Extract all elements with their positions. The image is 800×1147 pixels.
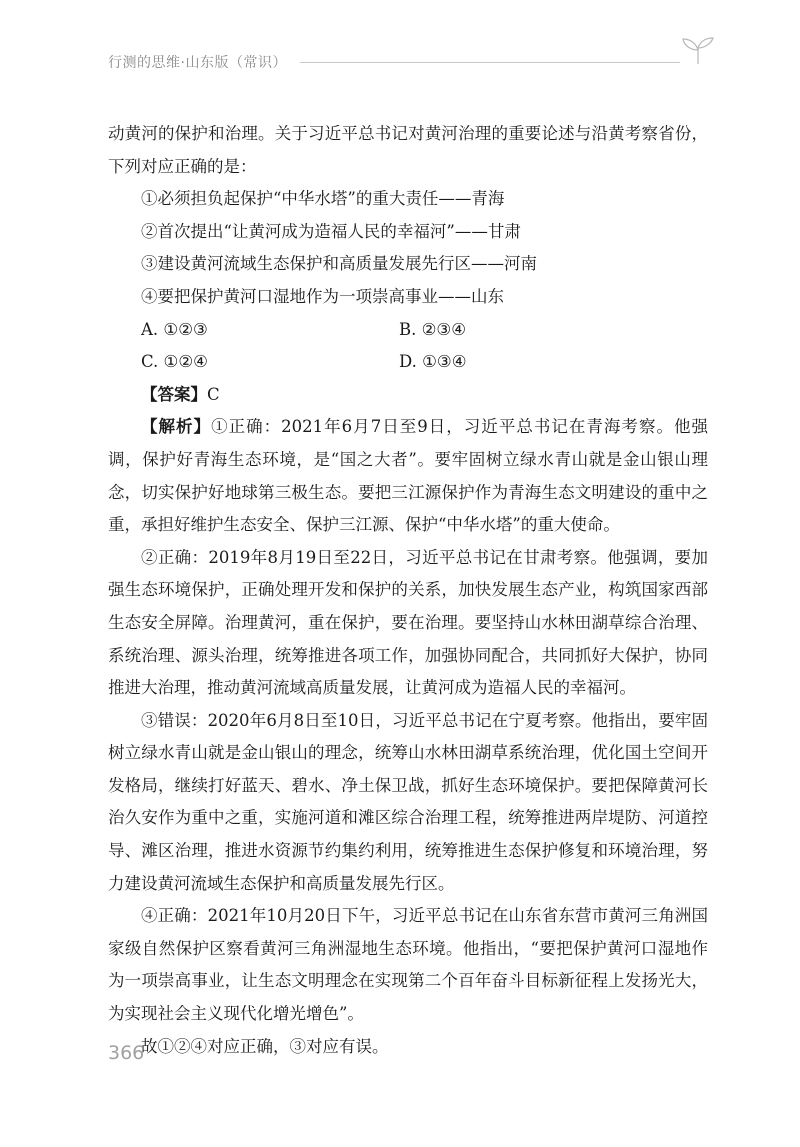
question-stem: 动黄河的保护和治理。关于习近平总书记对黄河治理的重要论述与沿黄考察省份，下列对应正确的是： [108, 124, 708, 176]
choice-a: A. ①②③ [141, 319, 208, 339]
page-number: 366 [108, 1042, 145, 1064]
choice-c: C. ①②④ [141, 352, 208, 372]
analysis-label: 【解析】 [141, 417, 212, 437]
running-header: 行测的思维·山东版（常识） [108, 55, 287, 71]
analysis-conclusion: 故①②④对应正确，③对应有误。 [141, 1036, 389, 1056]
answer-label: 【答案】 [141, 384, 207, 404]
analysis-paragraph-3: ③错误：2020年6月8日至10日，习近平总书记在宁夏考察。他指出，要牢固树立绿水青山就是金山银山的理念，统筹山水林田湖草系统治理，优化国土空间开发格局，继续打好蓝天、碧水、净土保卫战，抓好生态环境保护。要把保障黄河长治久安作为重中之重，实施河道和滩区综合治理工程，统筹推进两岸堤防、河道控导、滩区治理，推进水资源节约集约利用，统筹推进生态保护修复和环境治理，努力建设黄河流域生态保护和高质量发展先行区。 [108, 710, 708, 893]
statement-item-2: ②首次提出“让黄河成为造福人民的幸福河”——甘肃 [141, 221, 521, 241]
choice-b: B. ②③④ [399, 319, 466, 339]
header-rule [300, 62, 680, 63]
statement-item-1: ①必须担负起保护“中华水塔”的重大责任——青海 [141, 189, 505, 209]
choice-d: D. ①③④ [399, 352, 467, 372]
choices-row-2 [108, 346, 708, 379]
statement-item-4: ④要把保护黄河口湿地作为一项崇高事业——山东 [141, 286, 504, 306]
analysis-paragraph-4: ④正确：2021年10月20日下午，习近平总书记在山东省东营市黄河三角洲国家级自然保护区察看黄河三角洲湿地生态环境。他指出，“要把保护黄河口湿地作为一项崇高事业，让生态文明理念在实现第二个百年奋斗目标新征程上发扬光大，为实现社会主义现代化增光增色”。 [108, 906, 708, 1024]
analysis-paragraph-1 [108, 411, 708, 541]
answer-value: C [207, 384, 220, 404]
analysis-paragraph-2: ②正确：2019年8月19日至22日，习近平总书记在甘肃考察。他强调，要加强生态环境保护，正确处理开发和保护的关系，加快发展生态产业，构筑国家西部生态安全屏障。治理黄河，重在保护，要在治理。要坚持山水林田湖草综合治理、系统治理、源头治理，统筹推进各项工作，加强协同配合，共同抓好大保护，协同推进大治理，推动黄河流域高质量发展，让黄河成为造福人民的幸福河。 [108, 547, 708, 698]
analysis-text-1: ①正确：2021年6月7日至9日，习近平总书记在青海考察。他强调，保护好青海生态环境，是“国之大者”。要牢固树立绿水青山就是金山银山理念，切实保护好地球第三极生态。要把三江源保护作为青海生态文明建设的重中之重，承担好维护生态安全、保护三江源、保护“中华水塔”的重大使命。 [108, 417, 708, 535]
choices-row-1 [108, 314, 708, 347]
statement-item-3: ③建设黄河流域生态保护和高质量发展先行区——河南 [141, 254, 537, 274]
page-content [108, 118, 708, 1063]
leaf-sprout-icon [678, 36, 718, 66]
answer-line [108, 379, 708, 412]
